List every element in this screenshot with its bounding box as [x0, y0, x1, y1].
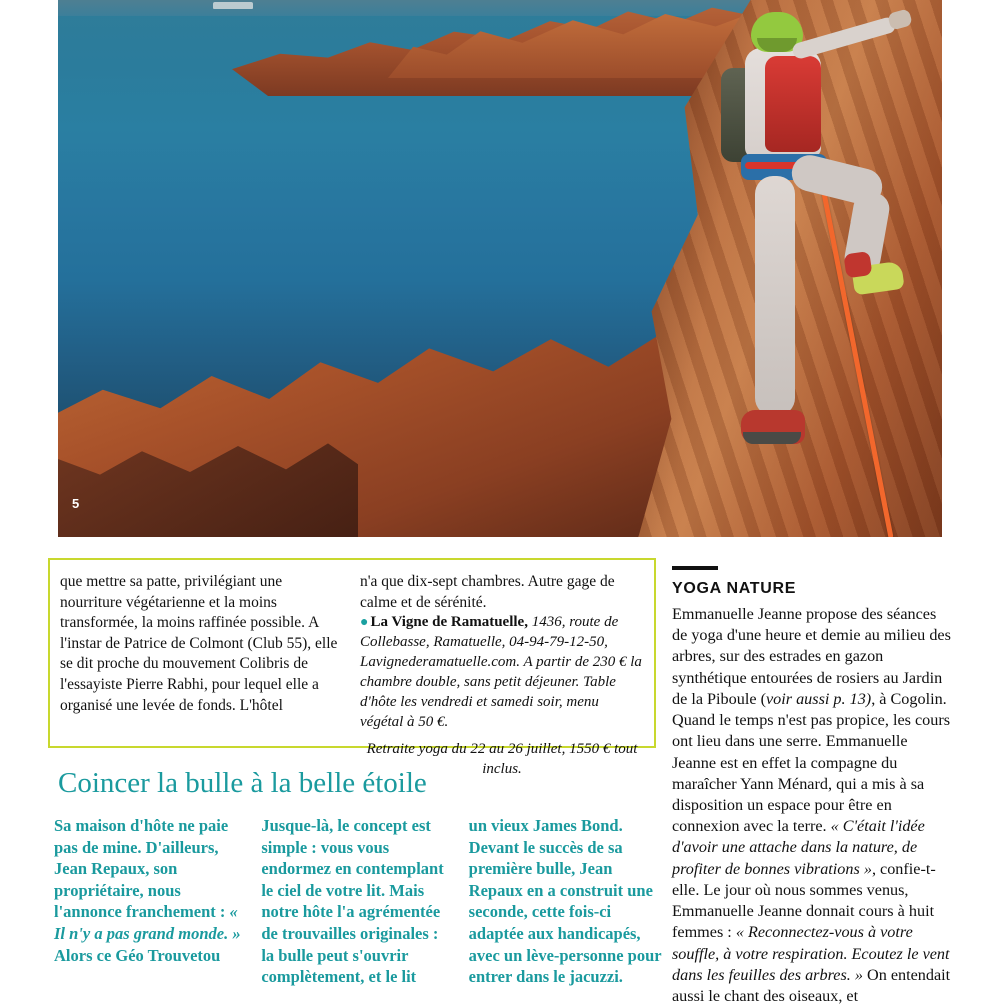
section-headline: Coincer la bulle à la belle étoile [58, 767, 427, 799]
raised-shoe-shape [851, 261, 904, 296]
teal-column-1 [54, 815, 247, 988]
callout-right-text: n'a que dix-sept chambres. Autre gage de calme et de sérénité. [360, 573, 615, 611]
right-quote-1: « C'était l'idée d'avoir une attache dans la nature, de profiter de bonnes vibrations » [672, 817, 925, 878]
right-para-1a: Emmanuelle Jeanne propose des séances de yoga d'une heure et demie au milieu des arbres, sur des estrades en gazon synthétique entourées de rosiers au Jardin de la Piboule ( [672, 605, 951, 708]
teal-columns [54, 815, 662, 988]
section-rule [672, 566, 718, 570]
red-jacket-shape [765, 56, 821, 152]
teal-column-3 [469, 815, 662, 988]
teal-column-3-text: un vieux James Bond. Devant le succès de sa première bulle, Jean Repaux en a construit une seconde, cette fois-ci adaptée aux handicapés, avec un lève-personne pour entrer dans le jacuzzi. [468, 816, 662, 987]
venue-address-block [360, 613, 644, 780]
photo-number-label: 5 [72, 496, 80, 511]
teal-column-2 [261, 815, 454, 988]
right-column-body [672, 604, 954, 1007]
right-para-ref: voir aussi p. 13) [765, 689, 872, 708]
teal-col1-part2: Alors ce Géo Trouvetou [54, 945, 221, 965]
climber-figure [713, 12, 933, 472]
article-photo [58, 0, 942, 537]
right-quote-2: « Reconnectez-vous à votre souffle, à votre respiration. Ecoutez le vent dans les feuilles des arbres. » [672, 923, 950, 984]
callout-right-column [360, 572, 644, 777]
right-para-1b: , à Cogolin. Quand le temps n'est pas propice, les cours ont lieu dans une serre. Emmanuelle Jeanne est en effet la compagne du maraîcher Yann Ménard, qui a mis à sa disposition un espace pour être en connexion avec la terre. [672, 689, 951, 836]
teal-col1-quote: « Il n'y a pas grand monde. » [54, 902, 241, 944]
teal-col1-part1: Sa maison d'hôte ne paie pas de mine. D'ailleurs, Jean Repaux, son propriétaire, nous l'annonce franchement : [54, 816, 230, 922]
venue-name: La Vigne de Ramatuelle, [370, 614, 528, 631]
location-pin-icon: ● [360, 615, 369, 631]
lower-shoe-shape [741, 410, 805, 444]
highlight-box [48, 558, 656, 777]
venue-address-text: 1436, route de Collebasse, Ramatuelle, 04-94-79-12-50, Lavignederamatuelle.com. A partir de 230 € la chambre double, sans petit déjeuner. Table d'hôte les vendredi et samedi soir, menu végétal à 50 €. [360, 614, 642, 730]
lower-leg-shape [755, 176, 795, 416]
callout-left-column [60, 572, 344, 736]
venue-retreat-text: Retraite yoga du 22 au 26 juillet, 1550 € tout inclus. [366, 740, 638, 777]
right-sidebar-column [672, 566, 954, 1007]
callout-left-text: que mettre sa patte, privilégiant une nourriture végétarienne et la moins transformée, la moins raffinée possible. A l'instar de Patrice de Colmont (Club 55), elle se dit proche du mouvement Colibris de l'essayiste Pierre Rabhi, pour lequel elle a organisé une levée de fonds. L'hôtel [60, 573, 338, 714]
teal-column-1-text [54, 815, 247, 966]
boat-shape [213, 2, 253, 9]
teal-column-2-text: Jusque-là, le concept est simple : vous vous endormez en contemplant le ciel de votre lit. Mais notre hôte l'a agrémentée de trouvailles originales : la bulle peut s'ouvrir complètement, et le lit [261, 816, 444, 987]
hand-shape [887, 8, 913, 30]
raised-arm-shape [791, 16, 897, 61]
right-para-2: , confie-t-elle. Le jour où nous sommes venus, Emmanuelle Jeanne donnait cours à huit femmes : [672, 859, 936, 942]
right-column-title: YOGA NATURE [672, 580, 797, 597]
column-separator [663, 558, 664, 1000]
right-para-3: On entendait aussi le chant des oiseaux, et [672, 965, 951, 1005]
